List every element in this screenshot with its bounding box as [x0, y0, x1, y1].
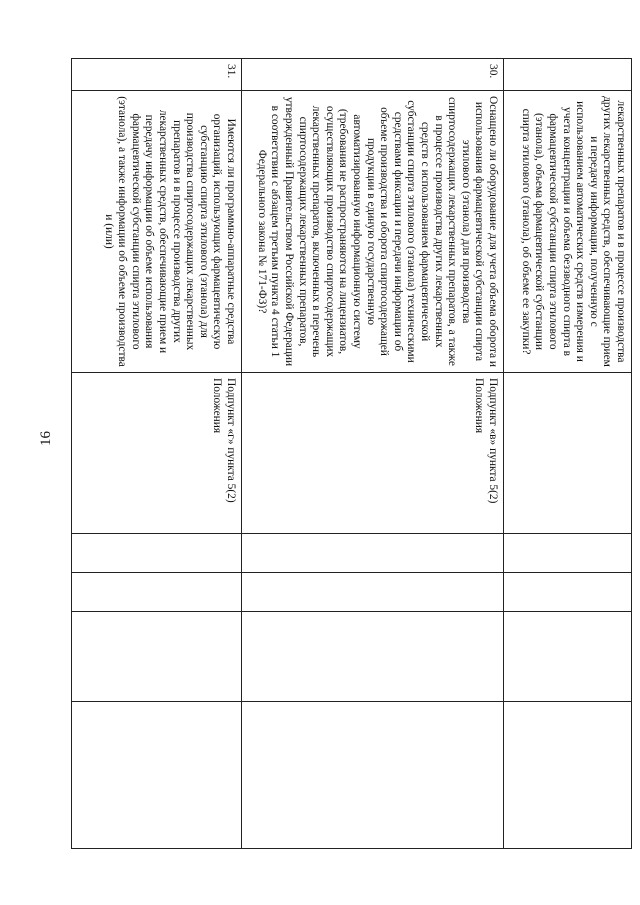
not-applicable-cell [504, 612, 632, 702]
legal-reference: Подпункт «в» пункта 5(2) Положения [242, 373, 504, 534]
answer-yes-cell [72, 534, 242, 573]
answer-no-cell [504, 573, 632, 612]
answer-yes-cell [242, 534, 504, 573]
legal-reference: Подпункт «г» пункта 5(2) Положения [72, 373, 242, 534]
answer-no-cell [242, 573, 504, 612]
page-number: 16 [38, 431, 54, 446]
table-row [504, 59, 632, 849]
checklist-table [71, 58, 632, 849]
row-number: 30. [242, 59, 504, 91]
row-number: 31. [72, 59, 242, 91]
question-text: Имеются ли программно-аппаратные средства организаций, использующих фармацевтическую субстанцию спирта этилового (этанола) для производства спиртосодержащих лекарственных препаратов и в процессе производства других лекарственных средств, обеспечивающие прием и передачу информации об объеме использования фармацевтической субстанции спирта этилового (этанола), а также информации об объеме производства и (или) [72, 91, 242, 373]
table-row [72, 59, 242, 849]
question-text: Оснащено ли оборудование для учета объема оборота и использования фармацевтической субстанции спирта этилового (этанола) для производства спиртосодержащих лекарственных препаратов, а также в процессе производства других лекарственных средств с использованием фармацевтической субстанции спирта этилового (этанола) техническими средствами фиксации и передачи информации об объеме производства и оборота спиртосодержащей продукции в единую государственную автоматизированную информационную систему (требования не распространяются на лицензиатов, осуществляющих производство спиртосодержащих лекарственных препаратов, включенных в перечень спиртосодержащих лекарственных препаратов, утвержденный Правительством Российской Федерации в соответствии с абзацем третьим пункта 4 статьи 1 Федерального закона № 171-ФЗ)? [242, 91, 504, 373]
table-row [242, 59, 504, 849]
legal-reference [504, 373, 632, 534]
answer-no-cell [72, 573, 242, 612]
notes-cell [242, 702, 504, 849]
not-applicable-cell [72, 612, 242, 702]
question-text: лекарственных препаратов и в процессе производства других лекарственных средств, обеспечивающие прием и передачу информации, полученную с использованием автоматических средств измерения и учета концентрации и объема беззводного спирта в фармацевтической субстанции спирта этилового (этанола), объема фармацевтической субстанции спирта этилового (этанола), об объеме ее закупки? [504, 91, 632, 373]
notes-cell [72, 702, 242, 849]
not-applicable-cell [242, 612, 504, 702]
checklist-table-rotated [72, 58, 632, 848]
answer-yes-cell [504, 534, 632, 573]
row-number [504, 59, 632, 91]
notes-cell [504, 702, 632, 849]
